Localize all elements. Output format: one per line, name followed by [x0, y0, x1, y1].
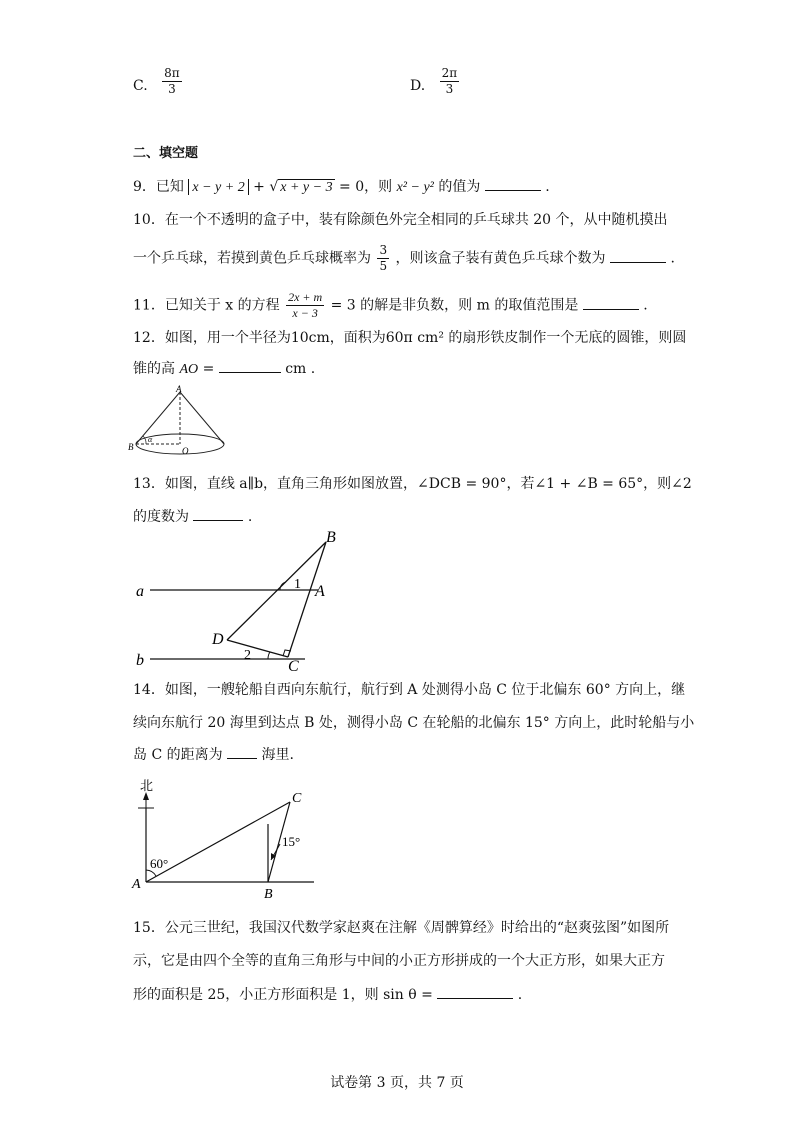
label-A: A — [132, 877, 141, 892]
page-footer: 试卷第 3 页，共 7 页 — [330, 1075, 464, 1091]
option-d — [410, 66, 461, 97]
q9-target: x² − y² — [396, 180, 434, 195]
label-b-line: b — [136, 652, 144, 669]
segment-db — [227, 542, 326, 640]
q9-eq: = 0，则 — [339, 179, 393, 195]
label-B: B — [264, 887, 273, 902]
question-12-line-2 — [133, 358, 315, 380]
q10-denominator: 5 — [379, 259, 388, 273]
question-10-line-2 — [133, 243, 675, 274]
q10-line2-b: ，则该盒子装有黄色乒乓球个数为 — [395, 250, 606, 267]
q15-end: . — [517, 987, 523, 1003]
label-A: A — [315, 583, 325, 600]
section-title: 二、填空题 — [133, 146, 199, 161]
q15-line3-a: 形的面积是 25，小正方形面积是 1，则 sin θ = — [133, 987, 433, 1003]
q11-end: . — [643, 297, 648, 314]
question-14-line-2: 续向东航行 20 海里到达点 B 处，测得小岛 C 在轮船的北偏东 15° 方向上，此时轮船与小 — [133, 715, 695, 731]
option-d-fraction — [440, 66, 460, 97]
option-d-denominator: 3 — [445, 82, 454, 96]
option-c-numerator: 8π — [164, 66, 180, 80]
q9-sqrt-expr: x + y − 3 — [280, 180, 333, 195]
q15-answer-blank[interactable] — [437, 984, 513, 999]
q14-line3-b: 海里. — [261, 747, 294, 763]
question-13-line-1: 13．如图，直线 a∥b，直角三角形如图放置，∠DCB = 90°，若∠1 + ∠B = 65°，则∠2 — [133, 476, 692, 492]
cone-label-b: B — [128, 442, 134, 452]
q11-answer-blank[interactable] — [583, 295, 639, 310]
q13-answer-blank[interactable] — [193, 506, 243, 521]
option-d-numerator: 2π — [441, 66, 458, 80]
label-B: B — [326, 530, 336, 546]
q12-var: AO — [179, 362, 199, 377]
q10-answer-blank[interactable] — [610, 248, 666, 263]
angle-2-arc — [268, 652, 270, 659]
q9-end: . — [545, 179, 550, 195]
label-north: 北 — [140, 778, 154, 793]
label-60: 60° — [150, 856, 169, 871]
q10-fraction — [377, 243, 389, 274]
question-14-line-1: 14．如图，一艘轮船自西向东航行，航行到 A 处测得小岛 C 位于北偏东 60° 方向上，继 — [133, 682, 686, 698]
question-12-line-1: 12．如图，用一个半径为10cm，面积为60π cm² 的扇形铁皮制作一个无底的圆锥，则圆 — [133, 330, 687, 346]
label-a-line: a — [136, 583, 144, 600]
cone-label-o: O — [182, 446, 189, 456]
question-14-line-3 — [133, 744, 294, 765]
cone-label-a: A — [176, 384, 182, 394]
question-15-line-3 — [133, 984, 522, 1005]
question-15-line-1: 15．公元三世纪，我国汉代数学家赵爽在注解《周髀算经》时给出的“赵爽弦图”如图所 — [133, 920, 670, 936]
option-d-letter: D. — [410, 77, 426, 94]
q11-prefix: 11．已知关于 x 的方程 — [133, 297, 280, 314]
q9-plus: + — [253, 179, 265, 195]
q14-answer-blank[interactable] — [227, 744, 257, 759]
q13-end: . — [247, 509, 253, 525]
q9-answer-blank[interactable] — [485, 176, 541, 191]
label-D: D — [212, 631, 224, 648]
q12-answer-blank[interactable] — [219, 358, 281, 373]
parallel-lines-figure — [130, 530, 350, 672]
label-angle-1: 1 — [294, 577, 301, 592]
q12-line2-c: cm . — [285, 361, 316, 377]
question-13-line-2 — [133, 506, 252, 527]
label-C: C — [288, 658, 299, 672]
cone-angle-arc — [143, 436, 146, 444]
q12-line2-b: = — [202, 361, 215, 377]
q11-fraction — [286, 290, 324, 321]
cone-right-side — [180, 392, 224, 444]
q13-line2-a: 的度数为 — [133, 509, 189, 525]
option-c-denominator: 3 — [168, 82, 176, 96]
q10-end: . — [670, 250, 675, 267]
q11-numerator: 2x + m — [288, 290, 323, 304]
cone-label-alpha: α — [148, 435, 153, 444]
q14-line3-a: 岛 C 的距离为 — [133, 747, 223, 763]
q10-line2-a: 一个乒乓球，若摸到黄色乒乓球概率为 — [133, 250, 371, 267]
option-c-letter: C. — [133, 77, 148, 94]
question-10-line-1: 10．在一个不透明的盒子中，装有除颜色外完全相同的乒乓球共 20 个，从中随机摸出 — [133, 212, 668, 228]
q11-denominator: x − 3 — [292, 306, 318, 320]
label-C: C — [292, 791, 302, 806]
option-c-fraction — [162, 66, 182, 97]
cone-left-side — [136, 392, 180, 444]
q9-prefix: 9．已知 — [133, 179, 184, 195]
cone-figure — [128, 384, 228, 460]
q10-numerator: 3 — [379, 243, 388, 257]
label-angle-2: 2 — [244, 648, 251, 663]
question-15-line-2: 示，它是由四个全等的直角三角形与中间的小正方形拼成的一个大正方形，如果大正方 — [133, 953, 665, 969]
question-11 — [133, 290, 648, 321]
q11-eq: = 3 的解是非负数，则 m 的取值范围是 — [330, 297, 579, 314]
q9-abs-expr: x − y + 2 — [192, 180, 245, 195]
question-9 — [133, 176, 550, 198]
option-c — [133, 66, 184, 97]
q12-line2-a: 锥的高 — [133, 361, 175, 377]
q9-sqrt: √ x + y − 3 — [269, 179, 333, 195]
segment-dc — [227, 640, 288, 657]
north-arrow-head — [143, 792, 149, 800]
label-15: 15° — [282, 834, 301, 849]
q9-suffix: 的值为 — [438, 179, 481, 195]
ship-navigation-figure — [130, 774, 330, 904]
q9-abs — [188, 179, 248, 195]
